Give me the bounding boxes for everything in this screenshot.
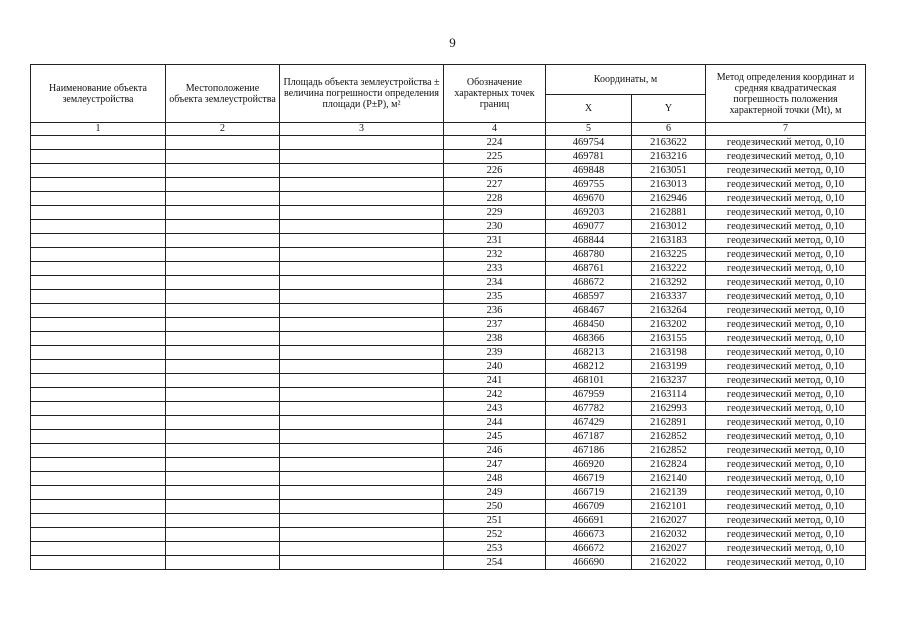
cell-object-name [31, 276, 166, 290]
cell-point: 235 [444, 290, 546, 304]
cell-method: геодезический метод, 0,10 [706, 164, 866, 178]
cell-point: 232 [444, 248, 546, 262]
cell-point: 245 [444, 430, 546, 444]
cell-area [280, 150, 444, 164]
cell-x: 468761 [546, 262, 632, 276]
cell-area [280, 206, 444, 220]
cell-point: 225 [444, 150, 546, 164]
cell-y: 2163237 [632, 374, 706, 388]
cell-point: 241 [444, 374, 546, 388]
table-row [31, 556, 866, 570]
cell-x: 466719 [546, 472, 632, 486]
cell-x: 467959 [546, 388, 632, 402]
cell-x: 469781 [546, 150, 632, 164]
cell-object-name [31, 332, 166, 346]
cell-y: 2163183 [632, 234, 706, 248]
cell-x: 466719 [546, 486, 632, 500]
cell-location [166, 472, 280, 486]
cell-point: 230 [444, 220, 546, 234]
cell-location [166, 276, 280, 290]
cell-area [280, 388, 444, 402]
cell-x: 468597 [546, 290, 632, 304]
cell-method: геодезический метод, 0,10 [706, 430, 866, 444]
cell-x: 468844 [546, 234, 632, 248]
cell-area [280, 430, 444, 444]
cell-point: 240 [444, 360, 546, 374]
cell-method: геодезический метод, 0,10 [706, 444, 866, 458]
table-row [31, 416, 866, 430]
cell-object-name [31, 248, 166, 262]
cell-location [166, 528, 280, 542]
header-x: X [546, 95, 632, 123]
cell-point: 254 [444, 556, 546, 570]
table-row [31, 276, 866, 290]
cell-object-name [31, 458, 166, 472]
cell-point: 244 [444, 416, 546, 430]
column-number: 2 [166, 123, 280, 136]
cell-method: геодезический метод, 0,10 [706, 472, 866, 486]
cell-object-name [31, 500, 166, 514]
cell-location [166, 542, 280, 556]
cell-point: 249 [444, 486, 546, 500]
cell-method: геодезический метод, 0,10 [706, 416, 866, 430]
cell-object-name [31, 360, 166, 374]
column-number: 6 [632, 123, 706, 136]
cell-x: 466673 [546, 528, 632, 542]
cell-object-name [31, 430, 166, 444]
table-row [31, 206, 866, 220]
cell-object-name [31, 374, 166, 388]
cell-x: 468366 [546, 332, 632, 346]
table-row [31, 472, 866, 486]
table-row [31, 542, 866, 556]
cell-location [166, 416, 280, 430]
cell-x: 466690 [546, 556, 632, 570]
cell-point: 231 [444, 234, 546, 248]
table-row [31, 150, 866, 164]
cell-area [280, 304, 444, 318]
cell-y: 2162101 [632, 500, 706, 514]
cell-area [280, 514, 444, 528]
cell-point: 234 [444, 276, 546, 290]
cell-x: 467187 [546, 430, 632, 444]
cell-object-name [31, 486, 166, 500]
cell-area [280, 458, 444, 472]
cell-point: 246 [444, 444, 546, 458]
cell-y: 2162027 [632, 514, 706, 528]
cell-object-name [31, 178, 166, 192]
cell-method: геодезический метод, 0,10 [706, 234, 866, 248]
cell-y: 2162139 [632, 486, 706, 500]
cell-point: 228 [444, 192, 546, 206]
header-method: Метод определения координат и средняя квадратическая погрешность положения характерной точки (Mt), м [706, 65, 866, 123]
table-row [31, 192, 866, 206]
cell-object-name [31, 472, 166, 486]
cell-point: 226 [444, 164, 546, 178]
table-row [31, 500, 866, 514]
cell-object-name [31, 234, 166, 248]
cell-object-name [31, 514, 166, 528]
cell-point: 238 [444, 332, 546, 346]
cell-object-name [31, 150, 166, 164]
cell-object-name [31, 416, 166, 430]
cell-area [280, 346, 444, 360]
cell-y: 2162946 [632, 192, 706, 206]
cell-x: 467186 [546, 444, 632, 458]
cell-location [166, 444, 280, 458]
cell-object-name [31, 220, 166, 234]
cell-y: 2162027 [632, 542, 706, 556]
cell-object-name [31, 164, 166, 178]
cell-x: 469670 [546, 192, 632, 206]
cell-location [166, 374, 280, 388]
cell-point: 251 [444, 514, 546, 528]
column-number: 5 [546, 123, 632, 136]
cell-area [280, 542, 444, 556]
cell-y: 2163051 [632, 164, 706, 178]
cell-area [280, 402, 444, 416]
header-coordinates: Координаты, м [546, 65, 706, 95]
table-row [31, 388, 866, 402]
cell-method: геодезический метод, 0,10 [706, 150, 866, 164]
cell-point: 252 [444, 528, 546, 542]
cell-area [280, 136, 444, 150]
table-row [31, 346, 866, 360]
table-row [31, 332, 866, 346]
cell-point: 227 [444, 178, 546, 192]
table-row [31, 318, 866, 332]
cell-point: 237 [444, 318, 546, 332]
cell-area [280, 416, 444, 430]
table-row [31, 304, 866, 318]
page-number: 9 [449, 35, 456, 50]
cell-y: 2163199 [632, 360, 706, 374]
cell-method: геодезический метод, 0,10 [706, 136, 866, 150]
cell-area [280, 444, 444, 458]
cell-x: 469203 [546, 206, 632, 220]
cell-object-name [31, 528, 166, 542]
table-row [31, 528, 866, 542]
cell-area [280, 220, 444, 234]
cell-method: геодезический метод, 0,10 [706, 360, 866, 374]
cell-location [166, 486, 280, 500]
table-row [31, 402, 866, 416]
cell-method: геодезический метод, 0,10 [706, 500, 866, 514]
cell-area [280, 500, 444, 514]
table-row [31, 374, 866, 388]
header-object-name: Наименование объекта землеустройства [31, 65, 166, 123]
cell-method: геодезический метод, 0,10 [706, 220, 866, 234]
cell-area [280, 276, 444, 290]
cell-area [280, 332, 444, 346]
table-row [31, 486, 866, 500]
column-number: 7 [706, 123, 866, 136]
cell-location [166, 178, 280, 192]
cell-y: 2163292 [632, 276, 706, 290]
table-row [31, 430, 866, 444]
cell-y: 2163114 [632, 388, 706, 402]
cell-location [166, 220, 280, 234]
table-row [31, 178, 866, 192]
cell-method: геодезический метод, 0,10 [706, 458, 866, 472]
cell-x: 466709 [546, 500, 632, 514]
table-row [31, 164, 866, 178]
cell-x: 469077 [546, 220, 632, 234]
cell-area [280, 192, 444, 206]
table-row [31, 458, 866, 472]
cell-location [166, 248, 280, 262]
cell-method: геодезический метод, 0,10 [706, 346, 866, 360]
cell-method: геодезический метод, 0,10 [706, 556, 866, 570]
cell-x: 467429 [546, 416, 632, 430]
table-row [31, 360, 866, 374]
cell-x: 467782 [546, 402, 632, 416]
cell-area [280, 528, 444, 542]
cell-location [166, 262, 280, 276]
cell-object-name [31, 192, 166, 206]
cell-y: 2163225 [632, 248, 706, 262]
cell-location [166, 192, 280, 206]
cell-area [280, 472, 444, 486]
cell-y: 2162852 [632, 430, 706, 444]
cell-area [280, 178, 444, 192]
cell-y: 2163216 [632, 150, 706, 164]
cell-y: 2162022 [632, 556, 706, 570]
cell-point: 248 [444, 472, 546, 486]
cell-method: геодезический метод, 0,10 [706, 178, 866, 192]
cell-location [166, 360, 280, 374]
cell-location [166, 346, 280, 360]
cell-method: геодезический метод, 0,10 [706, 528, 866, 542]
table-row [31, 290, 866, 304]
cell-y: 2162891 [632, 416, 706, 430]
cell-method: геодезический метод, 0,10 [706, 276, 866, 290]
cell-object-name [31, 290, 166, 304]
cell-location [166, 318, 280, 332]
cell-point: 224 [444, 136, 546, 150]
cell-method: геодезический метод, 0,10 [706, 262, 866, 276]
cell-point: 253 [444, 542, 546, 556]
cell-location [166, 304, 280, 318]
column-number: 1 [31, 123, 166, 136]
cell-y: 2163012 [632, 220, 706, 234]
cell-area [280, 486, 444, 500]
cell-object-name [31, 444, 166, 458]
cell-y: 2162824 [632, 458, 706, 472]
cell-object-name [31, 136, 166, 150]
cell-y: 2162852 [632, 444, 706, 458]
cell-method: геодезический метод, 0,10 [706, 318, 866, 332]
column-number-row [31, 123, 866, 136]
table-row [31, 262, 866, 276]
cell-area [280, 248, 444, 262]
cell-point: 247 [444, 458, 546, 472]
cell-area [280, 262, 444, 276]
cell-x: 466672 [546, 542, 632, 556]
cell-location [166, 458, 280, 472]
table-row [31, 220, 866, 234]
table-row [31, 514, 866, 528]
cell-location [166, 164, 280, 178]
cell-x: 468467 [546, 304, 632, 318]
cell-method: геодезический метод, 0,10 [706, 304, 866, 318]
cell-point: 239 [444, 346, 546, 360]
cell-location [166, 332, 280, 346]
cell-x: 469755 [546, 178, 632, 192]
cell-x: 466691 [546, 514, 632, 528]
cell-method: геодезический метод, 0,10 [706, 388, 866, 402]
cell-object-name [31, 262, 166, 276]
cell-area [280, 290, 444, 304]
cell-y: 2162993 [632, 402, 706, 416]
coordinates-table [30, 64, 866, 570]
cell-y: 2162032 [632, 528, 706, 542]
cell-location [166, 556, 280, 570]
cell-object-name [31, 346, 166, 360]
cell-y: 2163013 [632, 178, 706, 192]
cell-method: геодезический метод, 0,10 [706, 486, 866, 500]
cell-y: 2163337 [632, 290, 706, 304]
cell-method: геодезический метод, 0,10 [706, 206, 866, 220]
cell-location [166, 136, 280, 150]
table-row [31, 248, 866, 262]
header-area: Площадь объекта землеустройства ± величина погрешности определения площади (Р±Р), м² [280, 65, 444, 123]
cell-location [166, 150, 280, 164]
table-row [31, 234, 866, 248]
header-location: Местоположение объекта землеустройства [166, 65, 280, 123]
cell-area [280, 360, 444, 374]
table-row [31, 444, 866, 458]
cell-area [280, 556, 444, 570]
cell-x: 469848 [546, 164, 632, 178]
cell-method: геодезический метод, 0,10 [706, 290, 866, 304]
cell-location [166, 430, 280, 444]
cell-method: геодезический метод, 0,10 [706, 402, 866, 416]
cell-y: 2163222 [632, 262, 706, 276]
cell-point: 250 [444, 500, 546, 514]
cell-area [280, 374, 444, 388]
cell-location [166, 500, 280, 514]
cell-method: геодезический метод, 0,10 [706, 192, 866, 206]
cell-x: 468101 [546, 374, 632, 388]
column-number: 3 [280, 123, 444, 136]
cell-location [166, 402, 280, 416]
cell-y: 2163202 [632, 318, 706, 332]
cell-object-name [31, 304, 166, 318]
cell-location [166, 388, 280, 402]
cell-location [166, 514, 280, 528]
header-point: Обозначение характерных точек границ [444, 65, 546, 123]
table-row [31, 136, 866, 150]
cell-y: 2163198 [632, 346, 706, 360]
cell-area [280, 164, 444, 178]
cell-object-name [31, 542, 166, 556]
cell-method: геодезический метод, 0,10 [706, 332, 866, 346]
cell-x: 468672 [546, 276, 632, 290]
cell-object-name [31, 388, 166, 402]
cell-object-name [31, 402, 166, 416]
cell-point: 233 [444, 262, 546, 276]
cell-location [166, 290, 280, 304]
cell-x: 468780 [546, 248, 632, 262]
header-y: Y [632, 95, 706, 123]
cell-x: 466920 [546, 458, 632, 472]
cell-y: 2163264 [632, 304, 706, 318]
cell-area [280, 234, 444, 248]
cell-method: геодезический метод, 0,10 [706, 542, 866, 556]
cell-y: 2163622 [632, 136, 706, 150]
cell-x: 469754 [546, 136, 632, 150]
cell-point: 229 [444, 206, 546, 220]
cell-method: геодезический метод, 0,10 [706, 514, 866, 528]
cell-y: 2162140 [632, 472, 706, 486]
cell-area [280, 318, 444, 332]
cell-x: 468212 [546, 360, 632, 374]
column-number: 4 [444, 123, 546, 136]
cell-point: 236 [444, 304, 546, 318]
cell-point: 243 [444, 402, 546, 416]
cell-location [166, 206, 280, 220]
cell-object-name [31, 318, 166, 332]
cell-x: 468213 [546, 346, 632, 360]
cell-point: 242 [444, 388, 546, 402]
cell-location [166, 234, 280, 248]
cell-method: геодезический метод, 0,10 [706, 248, 866, 262]
cell-y: 2162881 [632, 206, 706, 220]
cell-object-name [31, 206, 166, 220]
cell-object-name [31, 556, 166, 570]
cell-y: 2163155 [632, 332, 706, 346]
cell-x: 468450 [546, 318, 632, 332]
cell-method: геодезический метод, 0,10 [706, 374, 866, 388]
